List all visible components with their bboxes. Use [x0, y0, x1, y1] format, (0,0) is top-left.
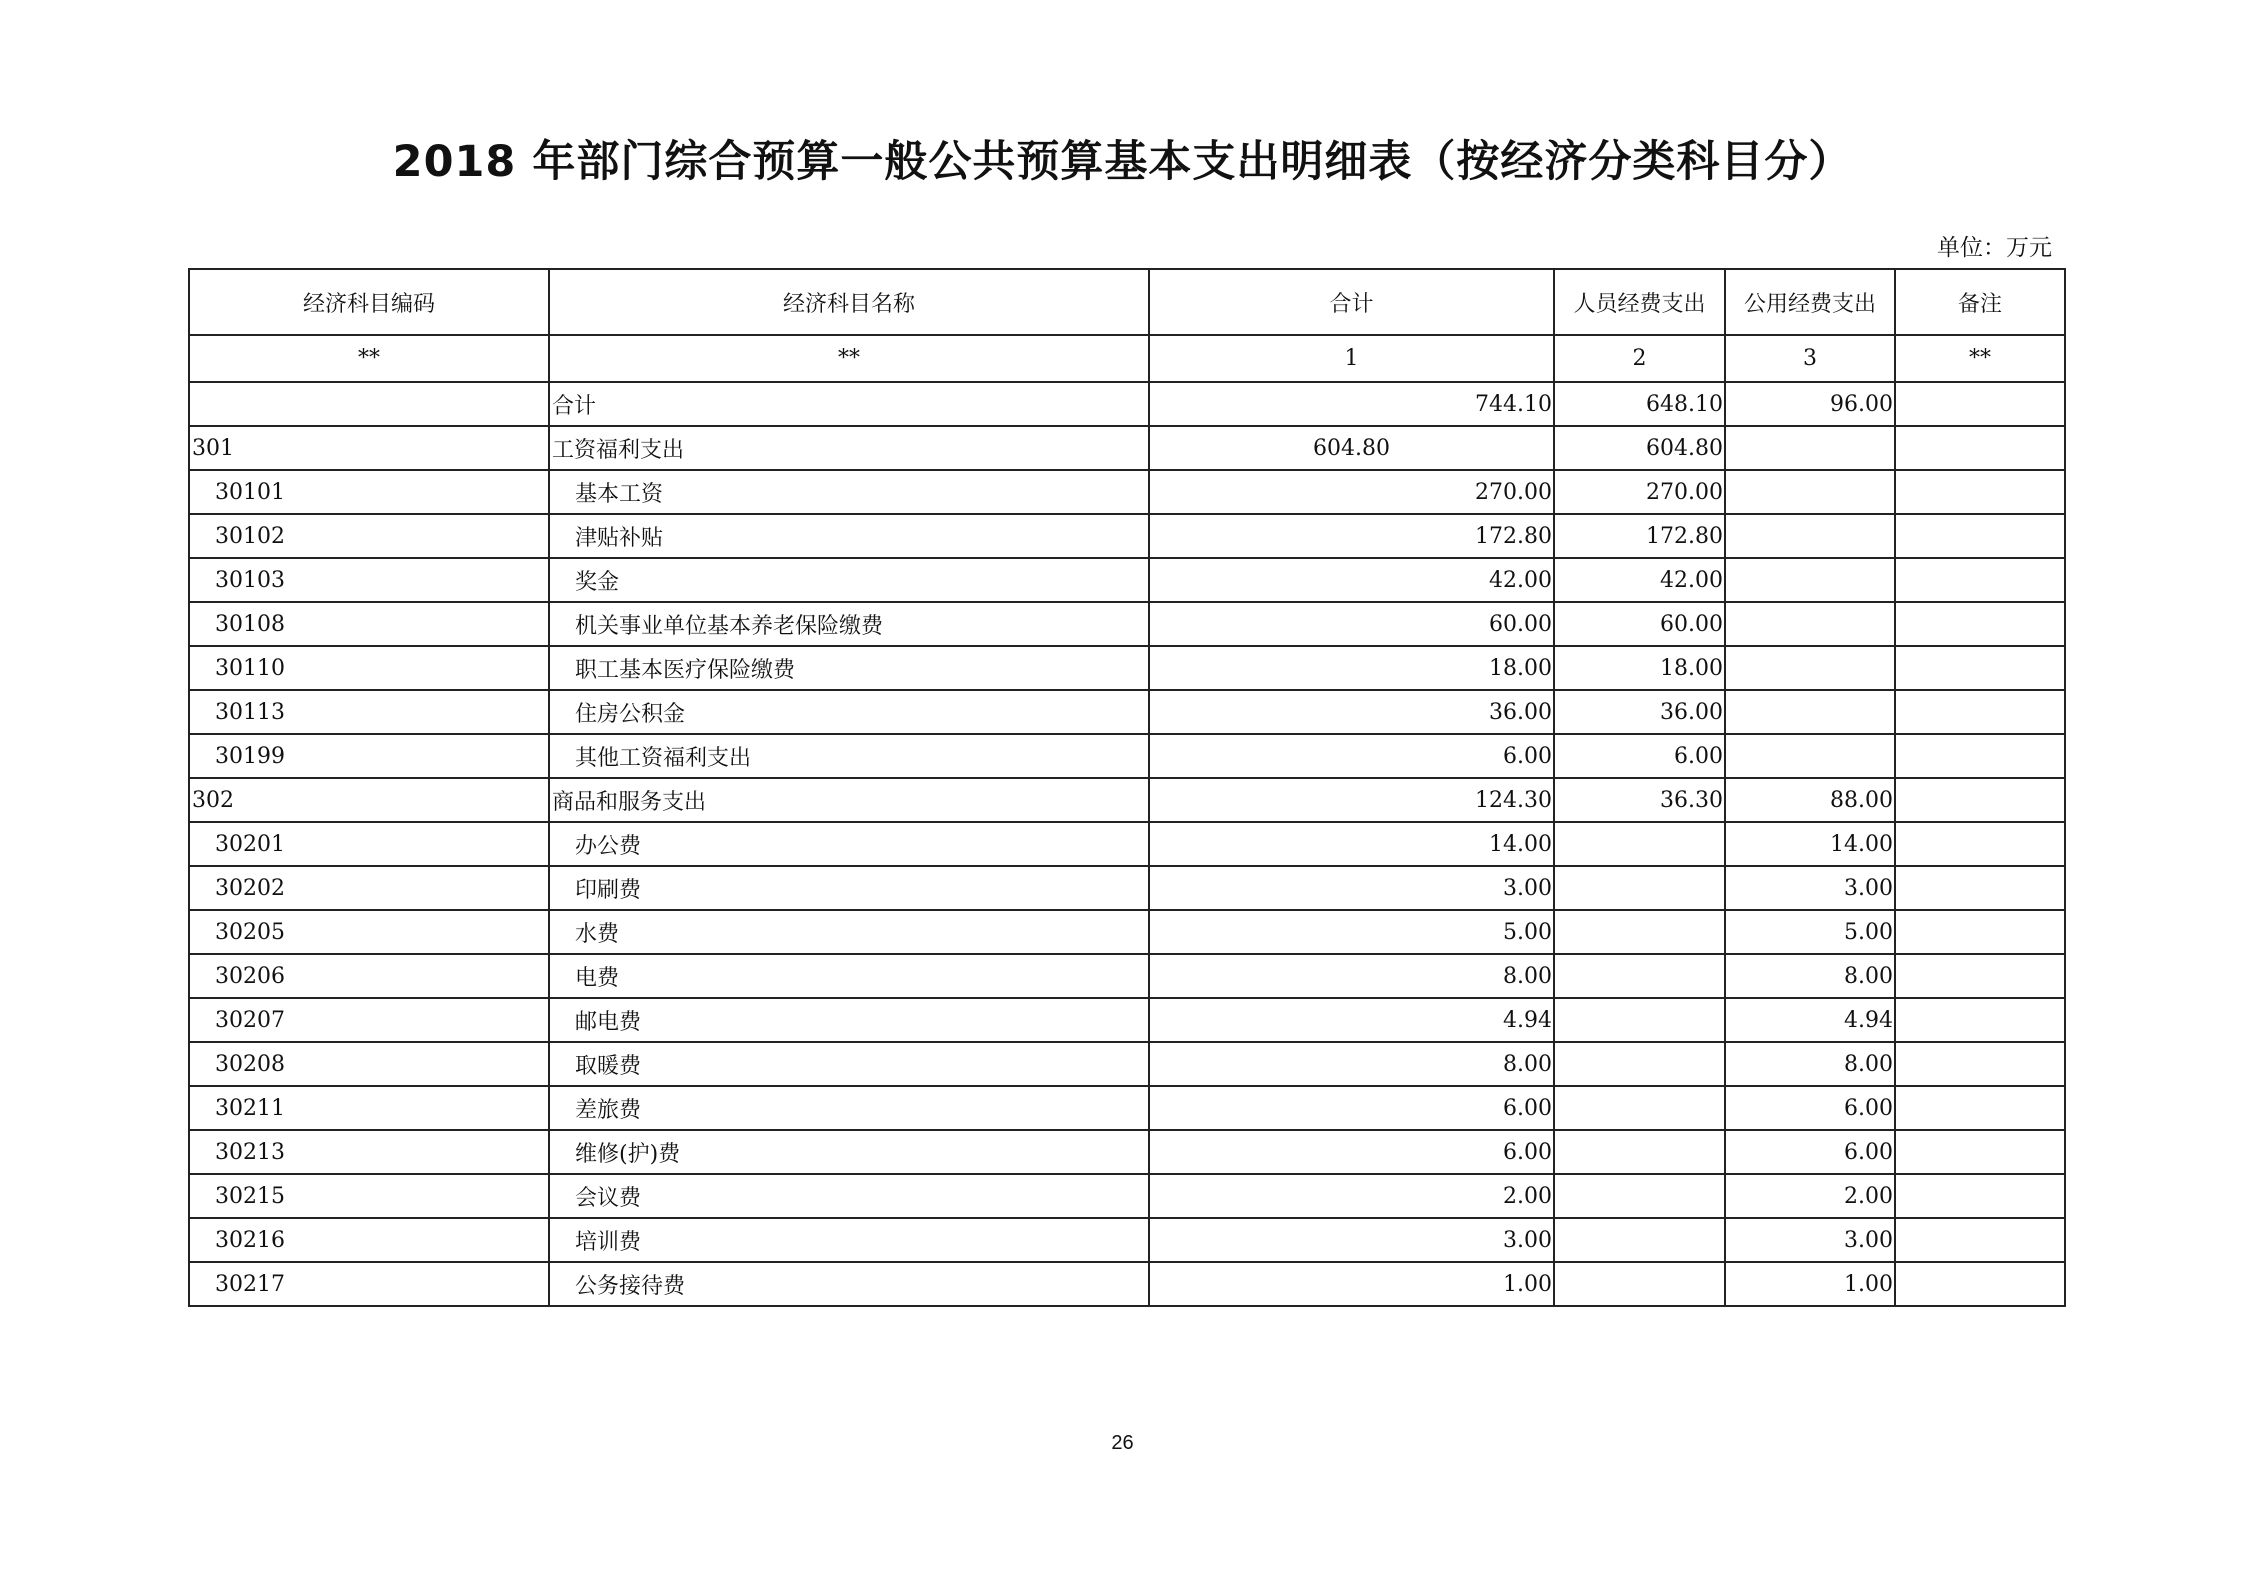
row-name: 邮电费 — [549, 998, 1149, 1042]
row-note — [1895, 646, 2065, 690]
row-name: 商品和服务支出 — [549, 778, 1149, 822]
row-personnel — [1554, 1262, 1725, 1306]
page-title: 2018 年部门综合预算一般公共预算基本支出明细表（按经济分类科目分） — [392, 137, 1853, 187]
row-personnel: 6.00 — [1554, 734, 1725, 778]
row-public: 4.94 — [1725, 998, 1895, 1042]
row-public: 3.00 — [1725, 866, 1895, 910]
row-code: 30101 — [189, 470, 549, 514]
header-total: 合计 — [1149, 269, 1554, 335]
row-code: 30216 — [189, 1218, 549, 1262]
table-header-row — [189, 269, 2065, 335]
subheader-personnel: 2 — [1554, 335, 1725, 382]
row-total: 1.00 — [1149, 1262, 1554, 1306]
row-code: 30205 — [189, 910, 549, 954]
row-total: 60.00 — [1149, 602, 1554, 646]
row-name: 培训费 — [549, 1218, 1149, 1262]
row-personnel — [1554, 954, 1725, 998]
row-personnel — [1554, 1130, 1725, 1174]
table-row — [189, 1042, 2065, 1086]
unit-label: 单位：万元 — [1937, 235, 2052, 261]
row-personnel: 36.30 — [1554, 778, 1725, 822]
subheader-name: ** — [549, 335, 1149, 382]
row-public — [1725, 470, 1895, 514]
row-personnel: 36.00 — [1554, 690, 1725, 734]
row-code: 30215 — [189, 1174, 549, 1218]
row-public: 2.00 — [1725, 1174, 1895, 1218]
row-public — [1725, 558, 1895, 602]
row-name: 津贴补贴 — [549, 514, 1149, 558]
row-code: 30110 — [189, 646, 549, 690]
row-name: 维修(护)费 — [549, 1130, 1149, 1174]
table-row — [189, 822, 2065, 866]
row-name: 办公费 — [549, 822, 1149, 866]
header-code: 经济科目编码 — [189, 269, 549, 335]
row-note — [1895, 382, 2065, 426]
row-note — [1895, 426, 2065, 470]
row-code: 30199 — [189, 734, 549, 778]
row-public — [1725, 602, 1895, 646]
row-note — [1895, 1042, 2065, 1086]
row-personnel — [1554, 822, 1725, 866]
row-personnel — [1554, 866, 1725, 910]
row-note — [1895, 822, 2065, 866]
row-name: 奖金 — [549, 558, 1149, 602]
row-total: 8.00 — [1149, 1042, 1554, 1086]
row-personnel: 60.00 — [1554, 602, 1725, 646]
table-subheader-row — [189, 335, 2065, 382]
row-code: 301 — [189, 426, 549, 470]
row-code — [189, 382, 549, 426]
subheader-total: 1 — [1149, 335, 1554, 382]
header-name: 经济科目名称 — [549, 269, 1149, 335]
row-note — [1895, 690, 2065, 734]
row-note — [1895, 470, 2065, 514]
row-personnel: 648.10 — [1554, 382, 1725, 426]
row-total: 42.00 — [1149, 558, 1554, 602]
row-note — [1895, 1086, 2065, 1130]
table-row — [189, 514, 2065, 558]
row-public — [1725, 514, 1895, 558]
row-name: 会议费 — [549, 1174, 1149, 1218]
table-row — [189, 866, 2065, 910]
header-public: 公用经费支出 — [1725, 269, 1895, 335]
table-row — [189, 602, 2065, 646]
row-total: 3.00 — [1149, 866, 1554, 910]
row-personnel — [1554, 998, 1725, 1042]
row-personnel: 42.00 — [1554, 558, 1725, 602]
row-public — [1725, 426, 1895, 470]
row-note — [1895, 910, 2065, 954]
row-name: 其他工资福利支出 — [549, 734, 1149, 778]
row-name: 电费 — [549, 954, 1149, 998]
table-row — [189, 734, 2065, 778]
row-public: 8.00 — [1725, 954, 1895, 998]
row-total: 604.80 — [1149, 426, 1554, 470]
table-row — [189, 1174, 2065, 1218]
table-row — [189, 426, 2065, 470]
table-row — [189, 778, 2065, 822]
row-personnel: 270.00 — [1554, 470, 1725, 514]
row-note — [1895, 734, 2065, 778]
row-note — [1895, 778, 2065, 822]
table-row — [189, 470, 2065, 514]
table-row — [189, 690, 2065, 734]
row-personnel — [1554, 1174, 1725, 1218]
row-personnel: 604.80 — [1554, 426, 1725, 470]
row-name: 印刷费 — [549, 866, 1149, 910]
subheader-code: ** — [189, 335, 549, 382]
table-row — [189, 382, 2065, 426]
row-total: 2.00 — [1149, 1174, 1554, 1218]
row-code: 30102 — [189, 514, 549, 558]
row-note — [1895, 998, 2065, 1042]
row-total: 18.00 — [1149, 646, 1554, 690]
row-name: 机关事业单位基本养老保险缴费 — [549, 602, 1149, 646]
table-row — [189, 1262, 2065, 1306]
row-personnel — [1554, 1086, 1725, 1130]
row-code: 30202 — [189, 866, 549, 910]
row-total: 744.10 — [1149, 382, 1554, 426]
row-public: 96.00 — [1725, 382, 1895, 426]
row-total: 172.80 — [1149, 514, 1554, 558]
row-code: 30206 — [189, 954, 549, 998]
row-code: 30217 — [189, 1262, 549, 1306]
row-personnel — [1554, 1218, 1725, 1262]
row-total: 36.00 — [1149, 690, 1554, 734]
row-note — [1895, 1262, 2065, 1306]
row-name: 基本工资 — [549, 470, 1149, 514]
row-public: 6.00 — [1725, 1130, 1895, 1174]
table-row — [189, 1130, 2065, 1174]
row-note — [1895, 558, 2065, 602]
row-public: 6.00 — [1725, 1086, 1895, 1130]
table-row — [189, 1218, 2065, 1262]
row-note — [1895, 1174, 2065, 1218]
table-row — [189, 954, 2065, 998]
subheader-public: 3 — [1725, 335, 1895, 382]
row-code: 30211 — [189, 1086, 549, 1130]
header-personnel: 人员经费支出 — [1554, 269, 1725, 335]
row-note — [1895, 954, 2065, 998]
row-name: 公务接待费 — [549, 1262, 1149, 1306]
row-public: 88.00 — [1725, 778, 1895, 822]
row-name: 水费 — [549, 910, 1149, 954]
row-personnel: 172.80 — [1554, 514, 1725, 558]
row-public — [1725, 734, 1895, 778]
row-note — [1895, 602, 2065, 646]
row-public: 1.00 — [1725, 1262, 1895, 1306]
row-personnel: 18.00 — [1554, 646, 1725, 690]
row-total: 6.00 — [1149, 734, 1554, 778]
row-total: 5.00 — [1149, 910, 1554, 954]
page-number: 26 — [1111, 1432, 1134, 1454]
row-total: 6.00 — [1149, 1130, 1554, 1174]
row-total: 124.30 — [1149, 778, 1554, 822]
row-public: 14.00 — [1725, 822, 1895, 866]
row-total: 14.00 — [1149, 822, 1554, 866]
row-name: 职工基本医疗保险缴费 — [549, 646, 1149, 690]
row-name: 住房公积金 — [549, 690, 1149, 734]
expenditure-table — [188, 268, 2066, 1307]
row-note — [1895, 1218, 2065, 1262]
table-row — [189, 1086, 2065, 1130]
row-code: 30213 — [189, 1130, 549, 1174]
row-public — [1725, 646, 1895, 690]
row-name: 取暖费 — [549, 1042, 1149, 1086]
row-name: 差旅费 — [549, 1086, 1149, 1130]
row-name: 工资福利支出 — [549, 426, 1149, 470]
row-total: 270.00 — [1149, 470, 1554, 514]
row-name: 合计 — [549, 382, 1149, 426]
row-code: 30201 — [189, 822, 549, 866]
subheader-note: ** — [1895, 335, 2065, 382]
row-code: 30108 — [189, 602, 549, 646]
table-row — [189, 646, 2065, 690]
row-code: 30208 — [189, 1042, 549, 1086]
row-total: 4.94 — [1149, 998, 1554, 1042]
row-total: 3.00 — [1149, 1218, 1554, 1262]
row-note — [1895, 866, 2065, 910]
row-code: 30103 — [189, 558, 549, 602]
row-code: 30113 — [189, 690, 549, 734]
row-note — [1895, 514, 2065, 558]
row-total: 6.00 — [1149, 1086, 1554, 1130]
row-code: 302 — [189, 778, 549, 822]
table-row — [189, 998, 2065, 1042]
row-public — [1725, 690, 1895, 734]
row-total: 8.00 — [1149, 954, 1554, 998]
row-public: 5.00 — [1725, 910, 1895, 954]
row-public: 8.00 — [1725, 1042, 1895, 1086]
row-personnel — [1554, 1042, 1725, 1086]
header-note: 备注 — [1895, 269, 2065, 335]
table-row — [189, 910, 2065, 954]
row-note — [1895, 1130, 2065, 1174]
table-row — [189, 558, 2065, 602]
row-public: 3.00 — [1725, 1218, 1895, 1262]
row-code: 30207 — [189, 998, 549, 1042]
row-personnel — [1554, 910, 1725, 954]
